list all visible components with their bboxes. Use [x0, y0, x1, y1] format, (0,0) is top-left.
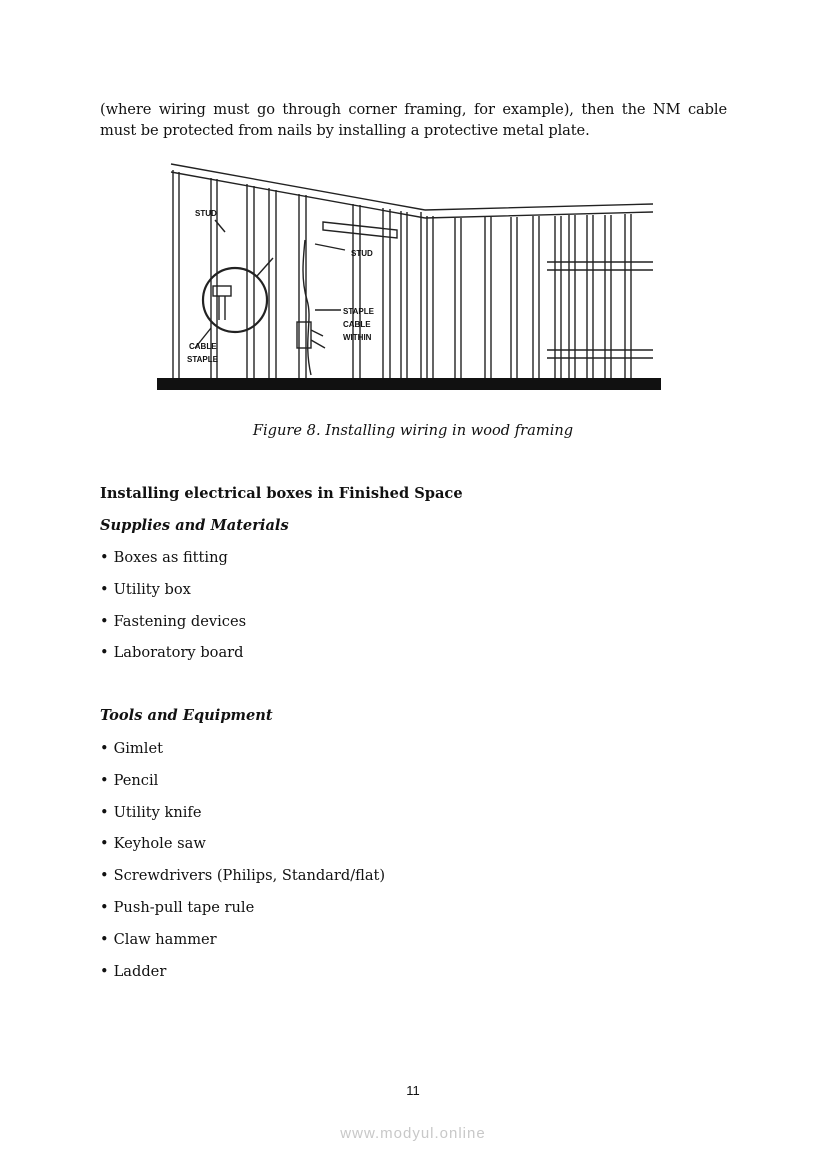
list-item: • Boxes as fitting — [100, 549, 228, 566]
list-item: • Utility box — [100, 580, 191, 598]
list-item: • Claw hammer — [100, 930, 217, 948]
tools-list — [100, 739, 385, 993]
list-item: • Utility knife — [100, 803, 202, 821]
page-number: 11 — [406, 1083, 420, 1098]
list-item: • Screwdrivers (Philips, Standard/flat) — [100, 867, 386, 885]
intro-paragraph — [100, 99, 727, 141]
wood-framing-illustration — [155, 160, 665, 400]
supplies-list — [100, 548, 246, 675]
label-stud-right: STUD — [351, 249, 373, 258]
list-item: • Keyhole saw — [100, 835, 206, 853]
label-within: WITHIN — [343, 333, 372, 342]
intro-line-1: (where wiring must go through corner framing, for example), then the NM cable — [100, 101, 727, 118]
intro-line-2: must be protected from nails by installing a protective metal plate. — [100, 122, 590, 139]
label-stud-left: STUD — [195, 209, 217, 218]
floor-plate — [157, 378, 661, 390]
list-item: • Laboratory board — [100, 644, 244, 662]
tools-heading: Tools and Equipment — [100, 707, 273, 724]
list-item: • Gimlet — [100, 740, 163, 757]
list-item: • Ladder — [100, 962, 167, 980]
list-item: • Push-pull tape rule — [100, 898, 255, 916]
label-staple: STAPLE — [343, 307, 374, 316]
list-item: • Pencil — [100, 771, 159, 789]
label-staple-left: STAPLE — [187, 355, 218, 364]
list-item: • Fastening devices — [100, 612, 247, 630]
watermark: www.modyul.online — [340, 1125, 486, 1142]
wiring-figure — [155, 160, 665, 400]
section-title: Installing electrical boxes in Finished Space — [100, 485, 463, 502]
label-cable-left: CABLE — [189, 342, 217, 351]
label-cable: CABLE — [343, 320, 371, 329]
figure-caption: Figure 8. Installing wiring in wood framing — [252, 422, 574, 439]
supplies-heading: Supplies and Materials — [100, 517, 289, 534]
